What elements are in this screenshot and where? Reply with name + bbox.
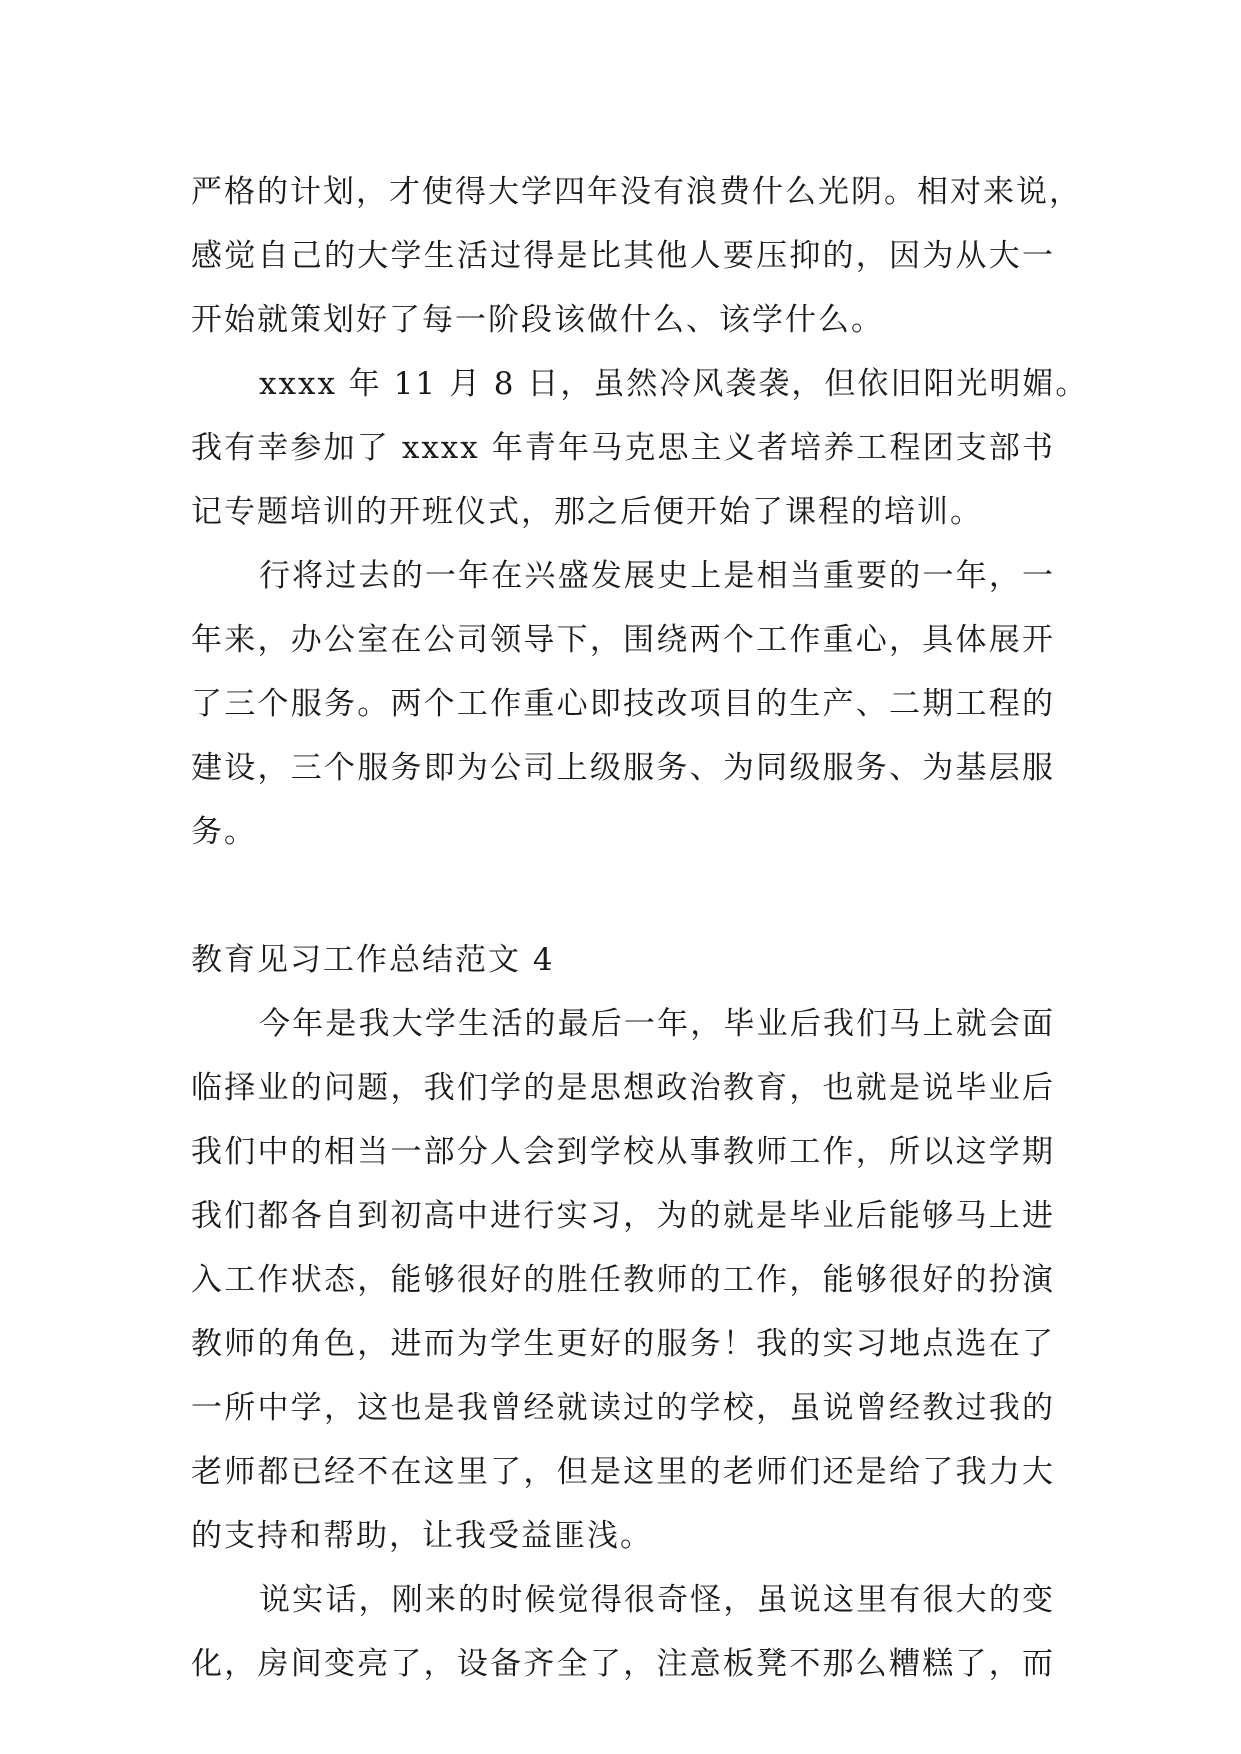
paragraph-line: 今年是我大学生活的最后一年，毕业后我们马上就会面 bbox=[259, 1006, 1055, 1042]
paragraph-line: 记专题培训的开班仪式，那之后便开始了课程的培训。 bbox=[191, 494, 983, 530]
paragraph-line: 教师的角色，进而为学生更好的服务！我的实习地点选在了 bbox=[191, 1326, 1055, 1362]
paragraph-line: 了三个服务。两个工作重心即技改项目的生产、二期工程的 bbox=[191, 686, 1055, 722]
paragraph-line: 行将过去的一年在兴盛发展史上是相当重要的一年，一 bbox=[259, 558, 1055, 594]
paragraph-line: 说实话，刚来的时候觉得很奇怪，虽说这里有很大的变 bbox=[259, 1582, 1055, 1618]
blank-line bbox=[191, 864, 1055, 928]
paragraph-line: 的支持和帮助，让我受益匪浅。 bbox=[191, 1518, 653, 1554]
paragraph-line: 入工作状态，能够很好的胜任教师的工作，能够很好的扮演 bbox=[191, 1262, 1055, 1298]
paragraph-line: 严格的计划，才使得大学四年没有浪费什么光阴。相对来说， bbox=[191, 174, 1082, 210]
paragraph-line: 开始就策划好了每一阶段该做什么、该学什么。 bbox=[191, 302, 884, 338]
paragraph-line: 临择业的问题，我们学的是思想政治教育，也就是说毕业后 bbox=[191, 1070, 1055, 1106]
paragraph-line: 一所中学，这也是我曾经就读过的学校，虽说曾经教过我的 bbox=[191, 1390, 1055, 1426]
paragraph-line: 建设，三个服务即为公司上级服务、为同级服务、为基层服 bbox=[191, 750, 1055, 786]
paragraph-line: 感觉自己的大学生活过得是比其他人要压抑的，因为从大一 bbox=[191, 238, 1055, 274]
section-title: 教育见习工作总结范文 4 bbox=[191, 942, 555, 978]
paragraph-line: xxxx 年 11 月 8 日，虽然冷风袭袭，但依旧阳光明媚。 bbox=[259, 366, 1089, 402]
paragraph-line: 我有幸参加了 xxxx 年青年马克思主义者培养工程团支部书 bbox=[191, 430, 1055, 466]
paragraph-line: 年来，办公室在公司领导下，围绕两个工作重心，具体展开 bbox=[191, 622, 1055, 658]
paragraph-line: 老师都已经不在这里了，但是这里的老师们还是给了我力大 bbox=[191, 1454, 1055, 1490]
paragraph-line: 我们中的相当一部分人会到学校从事教师工作，所以这学期 bbox=[191, 1134, 1055, 1170]
paragraph-line: 我们都各自到初高中进行实习，为的就是毕业后能够马上进 bbox=[191, 1198, 1055, 1234]
paragraph-line: 化，房间变亮了，设备齐全了，注意板凳不那么糟糕了，而 bbox=[191, 1646, 1055, 1682]
document-body bbox=[191, 160, 1089, 1696]
paragraph-line: 务。 bbox=[191, 814, 257, 850]
